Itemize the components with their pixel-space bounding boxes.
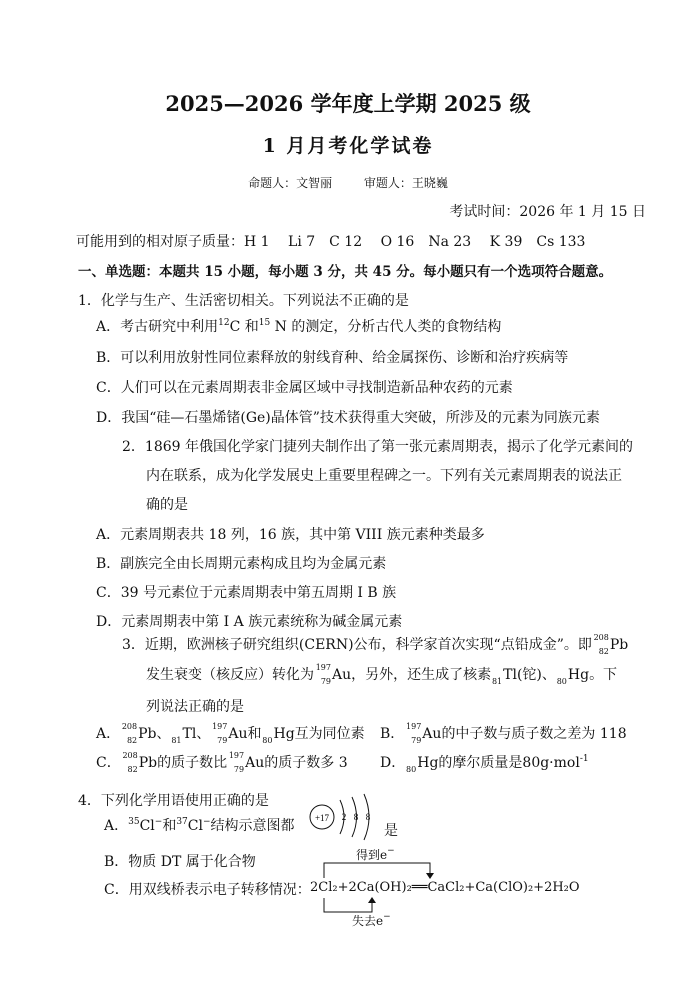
q2-stem-1: 2．1869 年俄国化学家门捷列夫制作出了第一张元素周期表，揭示了化学元素间的 — [122, 439, 633, 455]
atom-structure-diagram — [306, 792, 386, 842]
chemical-equation: 2Cl₂+2Ca(OH)₂══CaCl₂+Ca(ClO)₂+2H₂O — [310, 880, 580, 895]
lose-bridge-line — [324, 898, 372, 912]
q2-option-b: B．副族完全由长周期元素构成且均为金属元素 — [96, 556, 387, 572]
q3-stem-2: 发生衰变（核反应）转化为 197 79 Au，另外，还生成了核素 81 Tl(铊)、 80 Hg。下 — [146, 663, 618, 686]
gain-arrowhead — [426, 873, 434, 879]
q3-option-a: A． 208 82 Pb、 81 Tl、 197 79 Au和 80 Hg互为同位素 — [96, 722, 365, 745]
q3-stem-1: 3．近期，欧洲核子研究组织(CERN)公布，科学家首次实现“点铅成金”。即 208 82 Pb — [122, 633, 629, 656]
q4-option-c: C．用双线桥表示电子转移情况： — [104, 882, 311, 898]
q2-stem-2: 内在联系，成为化学发展史上重要里程碑之一。下列有关元素周期表的说法正 — [146, 468, 622, 484]
q3-stem-3: 列说法正确的是 — [146, 699, 244, 715]
exam-title-line1: 2025—2026 学年度上学期 2025 级 — [165, 91, 531, 116]
q1-option-c: C．人们可以在元素周期表非金属区域中寻找制造新品种农药的元素 — [96, 380, 513, 396]
shell-electrons-3: 8 — [365, 812, 371, 822]
q2-option-c: C．39 号元素位于元素周期表中第五周期 I B 族 — [96, 585, 397, 601]
lose-electrons-label: 失去e− — [352, 912, 391, 928]
q2-option-d: D．元素周期表中第 I A 族元素统称为碱金属元素 — [96, 614, 403, 630]
exam-title-line2: 1 月月考化学试卷 — [262, 135, 434, 157]
nucleus-charge: +17 — [314, 813, 330, 823]
q3-option-b: B． 197 79 Au的中子数与质子数之差为 118 — [380, 722, 627, 745]
q4-option-a-is: 是 — [384, 823, 398, 839]
author: 命题人：文智丽 — [248, 176, 333, 190]
q3-option-d: D． 80 Hg的摩尔质量是80g·mol$^{-1}$ — [380, 754, 589, 774]
q4-option-a: A．$^{35}$Cl−和$^{37}$Cl−结构示意图都 — [104, 817, 295, 834]
reviewer: 审题人：王晓巍 — [363, 176, 448, 190]
q1-option-b: B．可以利用放射性同位素释放的射线育种、给金属探伤、诊断和治疗疾病等 — [96, 350, 569, 366]
q3-option-c: C． 208 82 Pb的质子数比 197 79 Au的质子数多 3 — [96, 751, 348, 774]
atomic-masses: 可能用到的相对原子质量：H 1 Li 7 C 12 O 16 Na 23 K 39 Cs 133 — [76, 234, 586, 250]
gain-electrons-label: 得到e− — [356, 846, 395, 862]
q4-stem: 4．下列化学用语使用正确的是 — [78, 793, 269, 809]
shell-electrons-1: 2 — [341, 812, 347, 822]
lose-arrowhead — [368, 897, 376, 903]
section-heading: 一、单选题：本题共 15 小题，每小题 3 分，共 45 分。每小题只有一个选项符合题意。 — [78, 264, 613, 280]
gain-bridge-line — [324, 863, 430, 878]
q1-stem: 1．化学与生产、生活密切相关。下列说法不正确的是 — [78, 293, 409, 309]
exam-time: 考试时间：2026 年 1 月 15 日 — [449, 204, 646, 220]
shell-electrons-2: 8 — [353, 812, 359, 822]
q4-option-b: B．物质 DT 属于化合物 — [104, 854, 256, 870]
authors-line — [0, 174, 696, 191]
q1-option-d: D．我国“硅—石墨烯锗(Ge)晶体管”技术获得重大突破，所涉及的元素为同族元素 — [96, 410, 600, 426]
q2-stem-3: 确的是 — [146, 497, 188, 513]
q2-option-a: A．元素周期表共 18 列，16 族，其中第 VIII 族元素种类最多 — [96, 527, 485, 543]
q1-option-a: A．考古研究中利用$^{12}$C 和$^{15}$ N 的测定，分析古代人类的食物结构 — [96, 318, 502, 335]
